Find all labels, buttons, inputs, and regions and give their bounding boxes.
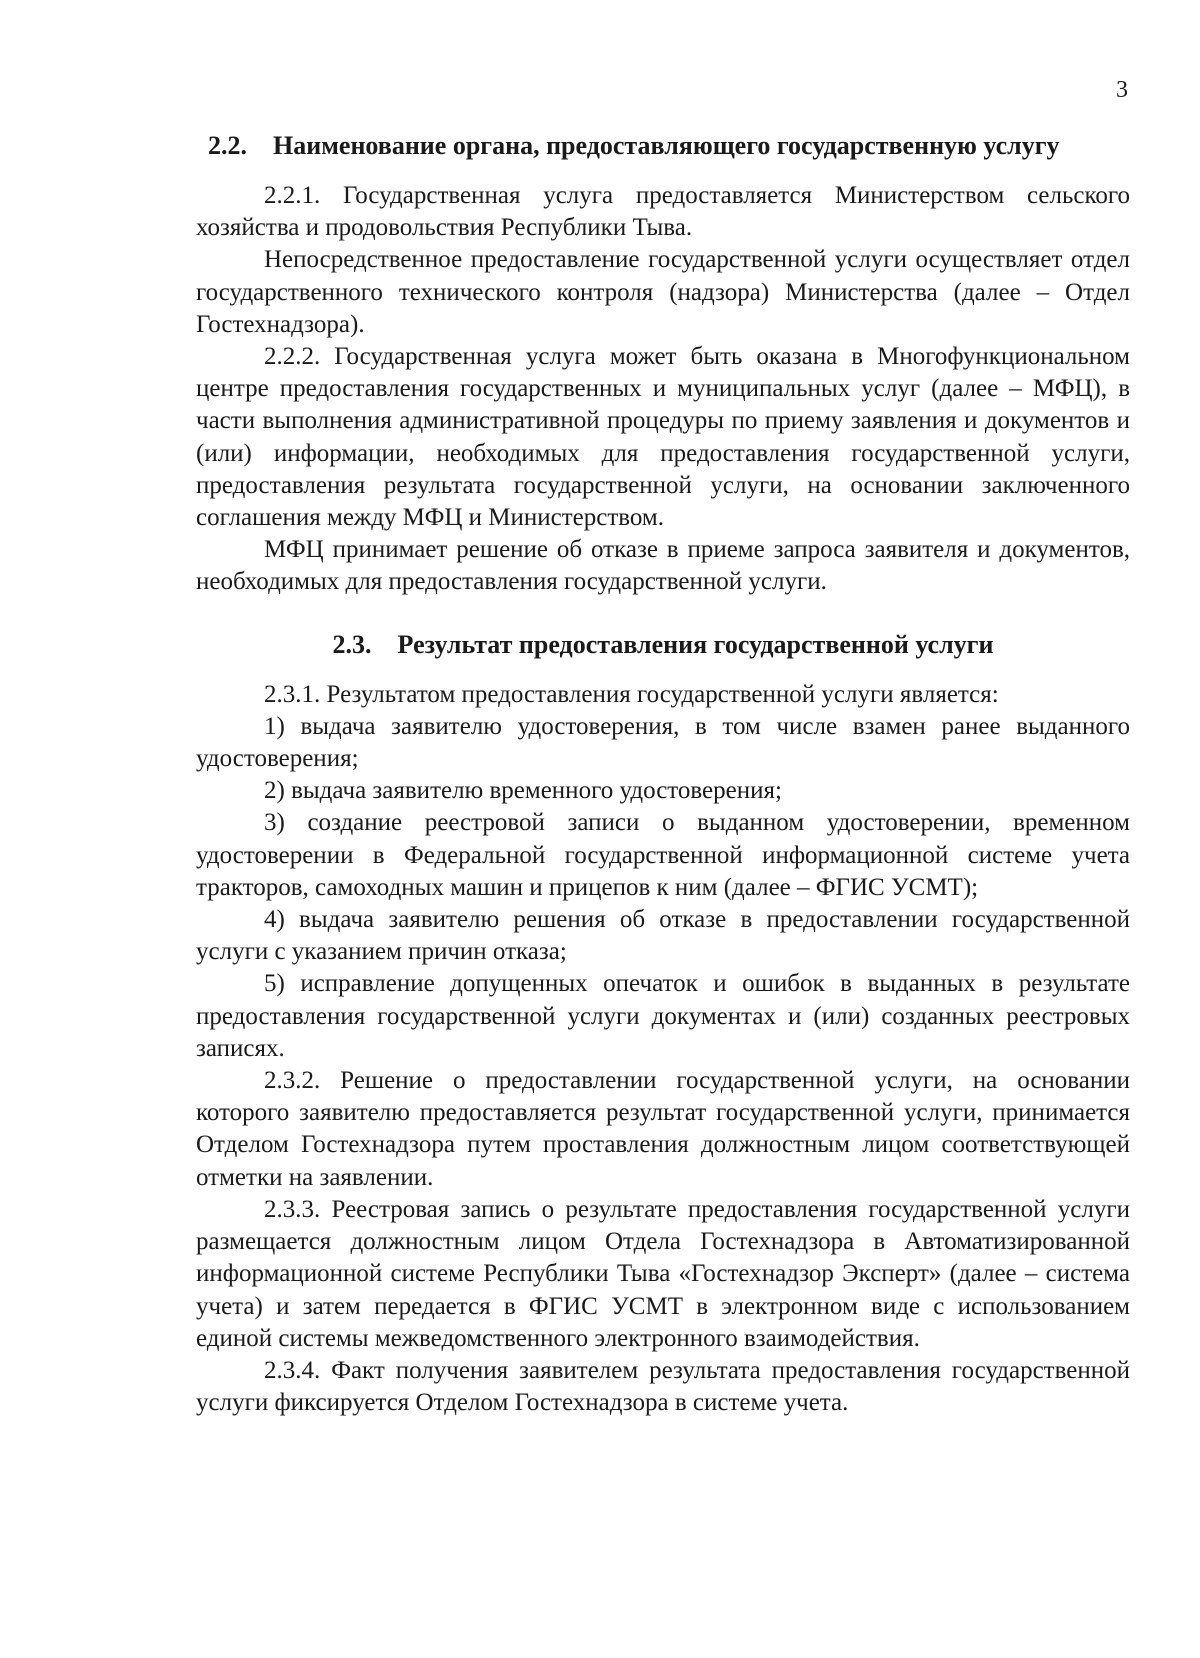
paragraph-2-3-4: 2.3.4. Факт получения заявителем результата предоставления государственной услуги фиксируется Отделом Гостехнадзора в системе учета. bbox=[196, 1356, 1130, 1417]
list-item-2: 2) выдача заявителю временного удостоверения; bbox=[264, 777, 782, 805]
paragraph-mfc-refusal: МФЦ принимает решение об отказе в приеме запроса заявителя и документов, необходимых для предоставления государственной услуги. bbox=[196, 536, 1130, 596]
list-item-4: 4) выдача заявителю решения об отказе в предоставлении государственной услуги с указанием причин отказа; bbox=[196, 906, 1130, 966]
section-heading-2-3 bbox=[196, 629, 1130, 661]
paragraph-2-3-2: 2.3.2. Решение о предоставлении государственной услуги, на основании которого заявителю предоставляется результат государственной услуги, принимается Отделом Гостехнадзора путем проставления должностным лицом соответствующей отметки на заявлении. bbox=[196, 1067, 1130, 1191]
paragraph-2-2-1: 2.2.1. Государственная услуга предоставляется Министерством сельского хозяйства и продовольствия Республики Тыва. bbox=[196, 182, 1130, 242]
paragraph-direct-provision: Непосредственное предоставление государственной услуги осуществляет отдел государственного технического контроля (надзора) Министерства (далее – Отдел Гостехнадзора). bbox=[196, 246, 1130, 338]
page-number: 3 bbox=[1116, 77, 1128, 103]
paragraph-2-2-2: 2.2.2. Государственная услуга может быть оказана в Многофункциональном центре предоставления государственных и муниципальных услуг (далее – МФЦ), в части выполнения административной процедуры по приему заявления и документов и (или) информации, необходимых для предоставления государственной услуги, предоставления результата государственной услуги, на основании заключенного соглашения между МФЦ и Министерством. bbox=[196, 343, 1130, 532]
paragraph-2-3-3: 2.3.3. Реестровая запись о результате предоставления государственной услуги размещается должностным лицом Отдела Гостехнадзора в Автоматизированной информационной системе Республики Тыва «Гостехнадзор Эксперт» (далее – система учета) и затем передается в ФГИС УСМТ в электронном виде с использованием единой системы межведомственного электронного взаимодействия. bbox=[196, 1195, 1130, 1352]
section-number: 2.2. bbox=[208, 131, 247, 160]
section-title: Результат предоставления государственной услуги bbox=[397, 629, 994, 659]
document-body bbox=[196, 130, 1130, 1419]
section-number: 2.3. bbox=[332, 629, 372, 659]
list-item-1: 1) выдача заявителю удостоверения, в том числе взамен ранее выданного удостоверения; bbox=[196, 712, 1130, 773]
list-item-5: 5) исправление допущенных опечаток и ошибок в выданных в результате предоставления государственной услуги документах и (или) созданных реестровых записях. bbox=[196, 970, 1130, 1062]
paragraph-2-3-1: 2.3.1. Результатом предоставления государственной услуги является: bbox=[264, 680, 999, 708]
section-heading-2-2 bbox=[208, 130, 1130, 162]
list-item-3: 3) создание реестровой записи о выданном удостоверении, временном удостоверении в Федеральной государственной информационной системе учета тракторов, самоходных машин и прицепов к ним (далее – ФГИС УСМТ); bbox=[196, 809, 1130, 901]
section-title: Наименование органа, предоставляющего государственную услугу bbox=[273, 131, 1060, 160]
